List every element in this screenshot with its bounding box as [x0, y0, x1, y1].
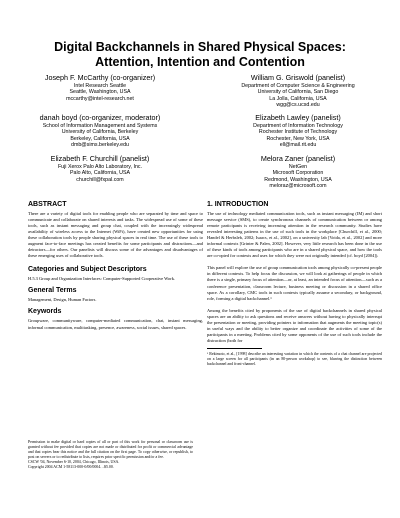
copyright-line: Copyright 2004 ACM 1-58113-000-0/00/0004…$5.00. [28, 465, 114, 470]
intro-paragraph: This panel will explore the use of group communication tools among physically co-present people in different contexts. To help focus the discussion, we will look at gatherings of people in which there is a single, primary focus of attention—or, at least, an intended focus of attention—such as a conference presentation, classroom lecture, business meeting or discussion in a shared office space. As a corollary, CMC tools in such contexts typically assume a secondary, or background, role, forming a digital backchannel.¹ [207, 265, 382, 301]
author-block [15, 155, 185, 183]
title-line-2: Attention, Intention and Contention [95, 55, 305, 69]
footnote-divider [207, 348, 262, 349]
author-location: La Jolla, California, USA [269, 95, 327, 102]
author-email: churchill@fxpal.com [76, 176, 124, 183]
author-affiliation: University of California, San Diego [257, 89, 339, 96]
conference-venue: CSCW '04, November 6-10, 2004, Chicago, Illinois, USA. [28, 460, 120, 465]
footnote: ¹ Rekimoto, et al., [1998] describe an interesting variation in which the contents of a chat channel are projected on a large screen for all participants (in an 80-person workshop) to see, blurring the distinction between backchannel and front-channel. [207, 351, 382, 367]
copyright-notice [28, 440, 193, 471]
author-affiliation: Fuji Xerox Palo Alto Laboratory, Inc. [57, 163, 143, 170]
intro-paragraph: Among the benefits cited by proponents of the use of digital backchannels in shared physical spaces are an ability to ask questions and receive answers without having to physically interrupt the presentation or meeting, providing pointers to information that augments the meeting topic(s) in useful ways and the ability to better organize and coordinate the activities of some of the participants in a meeting. Problems cited by some opponents of the use of such tools include the distraction (both for [207, 307, 382, 343]
general-terms-text: Management, Design, Human Factors. [28, 297, 97, 303]
author-name: Elizabeth Lawley (panelist) [255, 113, 341, 122]
author-email: wgg@cs.ucsd.edu [276, 102, 320, 109]
author-location: Redmond, Washington, USA [264, 176, 332, 183]
title-line-1: Digital Backchannels in Shared Physical Spaces: [54, 40, 346, 54]
author-email: meloraz@microsoft.com [269, 183, 327, 190]
author-email: ell@mail.rit.edu [279, 142, 317, 149]
author-email: dmb@sims.berkeley.edu [71, 142, 129, 149]
permission-text: Permission to make digital or hard copies of all or part of this work for personal or classroom use is granted without fee provided that copies are not made or distributed for profit or commercial advantage and that copies bear this notice and the full citation on the first page. To copy otherwise, or republish, to post on servers or to redistribute to lists, requires prior specific permission and/or a fee. [28, 440, 193, 460]
author-affiliation: Rochester Institute of Technology [258, 129, 338, 136]
author-name: Elizabeth F. Churchill (panelist) [50, 154, 150, 163]
author-department: School of Information Management and Systems [42, 122, 158, 129]
general-terms-heading: General Terms [28, 287, 77, 295]
introduction-heading: 1. INTRODUCTION [207, 201, 269, 208]
intro-paragraph: The use of technology mediated communication tools, such as instant messaging (IM) and short message service (SMS), to create synchronous channels of communication between or among remote participants is receiving increasing attention in the research community. Studies have revealed interesting patterns in the use of such tools in the workplace [Churchill, et al., 2000; Handel & Herbsleb, 2002; Isaacs, et al., 2002], on a university lab [Voida, et al., 2002] and more informal contexts [Grinter & Palen, 2002]. However, very little research has been done in the use of these kinds of tools among participants who are in a shared physical space, and how the tools are co-opted for contexts and uses for which they were not originally intended (cf. boyd [2004]). [207, 211, 382, 259]
author-affiliation: NetGen [288, 163, 308, 170]
categories-heading: Categories and Subject Descriptors [28, 266, 147, 274]
author-location: Palo Alto, California, USA [69, 170, 131, 177]
author-location: Rochester, New York, USA [266, 135, 330, 142]
author-location: Seattle, Washington, USA [69, 89, 131, 96]
author-block [15, 114, 185, 149]
left-column [28, 200, 203, 331]
author-name: William G. Griswold (panelist) [250, 73, 346, 82]
author-block [213, 114, 383, 149]
author-name: danah boyd (co-organizer, moderator) [39, 113, 161, 122]
author-location: Berkeley, California, USA [70, 135, 130, 142]
author-block [213, 74, 383, 109]
categories-text: H.5.3 Group and Organization Interfaces: Computer-Supported Cooperative Work. [28, 276, 176, 282]
author-affiliation: Intel Research Seattle [73, 82, 127, 89]
abstract-text: There are a variety of digital tools for enabling people who are separated by time and space to communicate and collaborate on shared interests and tasks. The widespread use of some of these tools, such as instant messaging and group chat, coupled with the increasingly widespread availability of wireless access to the Internet (WiFi), have created new opportunities for using these collaboration tools by people sharing physical spaces in real time. The use of these tools to augment face-to-face meetings has created benefits for some participants and distractions—and detractors—for others. Our panelists will discuss some of the advantages and disadvantages of these emerging uses of collaborative tools. [28, 211, 203, 259]
author-name: Melora Zaner (panelist) [260, 154, 336, 163]
author-block [213, 155, 383, 190]
author-department: Microsoft Corporation [272, 170, 324, 177]
paper-title [20, 40, 380, 70]
author-affiliation: University of California, Berkeley [61, 129, 139, 136]
keywords-heading: Keywords [28, 308, 62, 316]
right-column [207, 200, 382, 367]
author-email: mccarthy@intel-research.net [66, 95, 134, 102]
author-department: Department of Computer Science & Engineering [241, 82, 355, 89]
author-block [15, 74, 185, 102]
author-name: Joseph F. McCarthy (co-organizer) [44, 73, 156, 82]
abstract-heading: ABSTRACT [28, 201, 67, 208]
author-department: Department of Information Technology [253, 122, 343, 129]
keywords-text: Groupware, communityware, computer-mediated communication, chat, instant messaging, informal communication, multitasking, presence, awareness, social issues, shared spaces. [28, 318, 203, 330]
